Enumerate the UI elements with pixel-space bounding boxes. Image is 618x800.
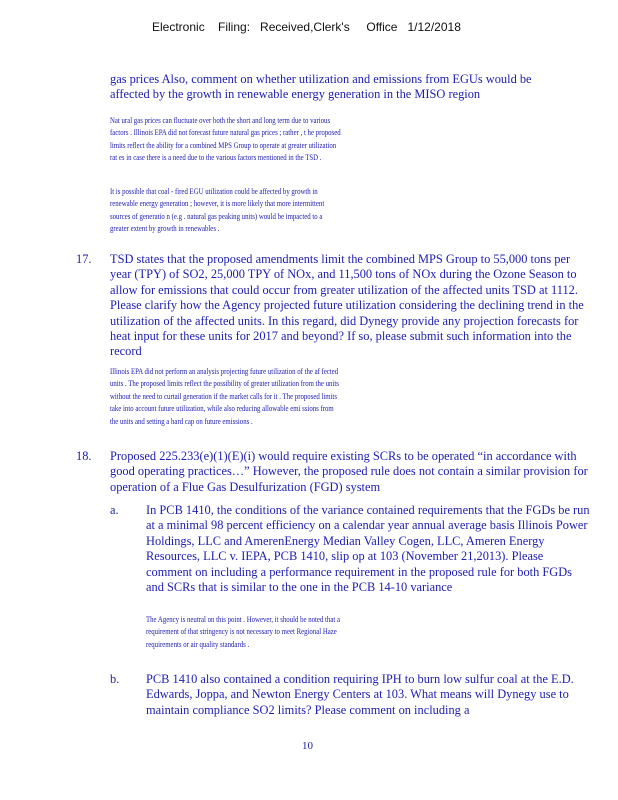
question-18b-label: b. [110, 672, 120, 686]
answer-16-paragraph-1 [110, 115, 391, 165]
question-17-number: 17. [76, 252, 92, 266]
answer-16-paragraph-2 [110, 186, 371, 236]
answer-line: Nat ural gas prices can fluctuate over both the short and long term due to various [110, 116, 331, 125]
question-18a: In PCB 1410, the conditions of the variance contained requirements that the FGDs be run at a minimal 98 percent efficiency on a calendar year annual average basis Illinois Power Holdings, LLC and AmerenEnergy Median Valley Cogen, LLC, Ameren Energy Resources, LLC v. IEPA, PCB 1410, slip op at 103 (November 21,2013). Please comment on including a performance requirement in the proposed rule for both FGDs and SCRs that is similar to the one in the PCB 14-10 variance [146, 503, 590, 595]
question-16-continuation: gas prices Also, comment on whether utilization and emissions from EGUs would be affected by the growth in renewable energy generation in the MISO region [110, 72, 532, 102]
page-number: 10 [302, 740, 313, 752]
answer-line: factors . Illinois EPA did not forecast future natural gas prices ; rather , t he proposed [110, 128, 341, 138]
answer-line: limits reflect the ability for a combined MPS Group to operate at greater utilization [110, 140, 337, 150]
question-17: TSD states that the proposed amendments limit the combined MPS Group to 55,000 tons per year (TPY) of SO2, 25,000 TPY of NOx, and 11,500 tons of NOx during the Ozone Season to allow for emissions that could occur from greater utilization of the affected units TSD at 1112. Please clarify how the Agency projected future utilization considering the declining trend in the utilization of the affected units. In this regard, did Dynegy provide any projection forecasts for heat input for these units for 2017 and beyond? If so, please submit such information into the record [110, 252, 584, 359]
answer-line: rat es in case there is a need due to the various factors mentioned in the TSD . [110, 153, 322, 163]
answer-line: requirements or air quality standards . [146, 639, 250, 649]
answer-line: sources of generatio n (e.g . natural gas peaking units) would be impacted to a [110, 211, 323, 221]
answer-line: take into account future utilization, while also reducing allowable emi ssions from [110, 404, 334, 414]
question-18-number: 18. [76, 449, 92, 463]
question-18b: PCB 1410 also contained a condition requiring IPH to burn low sulfur coal at the E.D. Edwards, Joppa, and Newton Energy Centers at 103. What means will Dynegy use to maintain compliance SO2 limits? Please comment on including a [146, 672, 574, 717]
question-18: Proposed 225.233(e)(1)(E)(i) would require existing SCRs to be operated “in accordance with good operating practices…” However, the proposed rule does not contain a similar provision for operation of a Flue Gas Desulfurization (FGD) system [110, 449, 588, 494]
filing-header: Electronic Filing: Received,Clerk's Office 1/12/2018 [152, 20, 461, 34]
question-18a-label: a. [110, 503, 119, 517]
answer-line: without the need to curtail generation if the market calls for it . The proposed limits [110, 391, 337, 401]
answer-line: the units and setting a hard cap on future emissions . [110, 416, 253, 426]
answer-line: The Agency is neutral on this point . However, it should be noted that a [146, 615, 340, 624]
answer-line: Illinois EPA did not perform an analysis projecting future utilization of the af fected [110, 367, 339, 376]
answer-line: requirement of that stringency is not necessary to meet Regional Haze [146, 627, 337, 637]
answer-line: greater extent by growth in renewables . [110, 224, 220, 234]
answer-line: It is possible that coal - fired EGU utilization could be affected by growth in [110, 187, 318, 196]
answer-line: units . The proposed limits reflect the possibility of greater utilization from the units [110, 379, 339, 389]
answer-line: renewable energy generation ; however, it is more likely that more intermittent [110, 199, 325, 209]
answer-18a [146, 614, 383, 651]
answer-17 [110, 366, 389, 428]
